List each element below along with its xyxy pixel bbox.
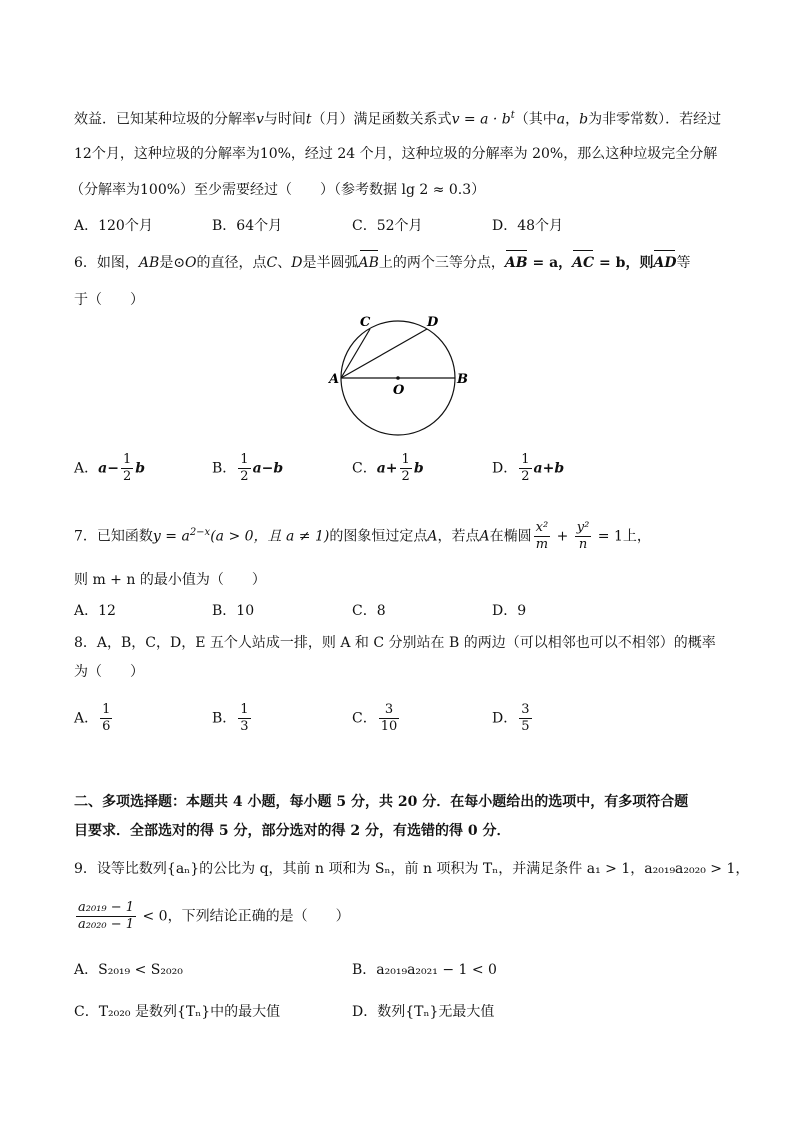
q5-option-b: B．64个月 — [212, 218, 283, 234]
option-label: A． — [74, 460, 99, 477]
option-expr: a−b — [252, 460, 284, 477]
q7-text: + — [552, 528, 573, 545]
section2-heading-line1: 二、多项选择题：本题共 4 小题，每小题 5 分，共 20 分．在每小题给出的选项中，有多项符合题 — [74, 794, 689, 810]
q6-var-d: D — [291, 255, 303, 271]
chord-ad — [341, 329, 427, 378]
q9-text: < 0，下列结论正确的是（ ） — [138, 908, 350, 925]
q6-option-d — [492, 452, 564, 485]
q5-var-b: b — [579, 111, 589, 128]
q5-line3: （分解率为100%）至少需要经过（ ）（参考数据 lg 2 ≈ 0.3） — [70, 182, 486, 198]
label-o: O — [393, 383, 405, 398]
option-label: C． — [352, 460, 377, 477]
frac-den: 2 — [240, 469, 249, 484]
option-expr: a+ — [376, 460, 398, 477]
q7-option-a: A．12 — [74, 603, 116, 619]
q6-option-b — [212, 452, 283, 485]
option-fraction — [519, 452, 531, 485]
q5-option-c: C．52个月 — [352, 218, 423, 234]
option-fraction — [519, 702, 531, 735]
frac-num: 3 — [521, 702, 530, 717]
q5-option-d: D．48个月 — [492, 218, 564, 234]
q9-option-c: C．T₂₀₂₀ 是数列{Tₙ}中的最大值 — [74, 1004, 281, 1020]
q6-text: = b，则 — [594, 255, 654, 271]
option-fraction — [238, 702, 250, 735]
frac-num: x² — [535, 520, 549, 535]
q7-text: 的图象恒过定点 — [329, 528, 428, 545]
q5-var-v: v — [256, 111, 264, 128]
q6-circle-figure — [326, 310, 470, 440]
q7-option-d: D．9 — [492, 603, 527, 619]
section2-heading-line2: 目要求．全部选对的得 5 分，部分选对的得 2 分，有选错的得 0 分． — [74, 823, 511, 839]
frac-den: a₂₀₂₀ − 1 — [78, 917, 135, 932]
q6-line2: 于（ ） — [74, 292, 144, 308]
q5-text: 与时间 — [263, 111, 306, 128]
option-fraction — [238, 452, 250, 485]
q6-text: 上的两个三等分点， — [378, 255, 505, 271]
q7-text: ，若点 — [437, 528, 480, 545]
q6-text: 等 — [676, 255, 691, 271]
frac-num: 1 — [240, 702, 249, 717]
q6-vector-ad: AD — [653, 255, 677, 271]
q7-ellipse-frac-y — [575, 520, 592, 553]
frac-den: 2 — [521, 469, 530, 484]
option-fraction — [400, 452, 412, 485]
frac-den: m — [535, 537, 549, 552]
frac-den: n — [578, 537, 588, 552]
label-c: C — [360, 315, 371, 330]
q7-ellipse-frac-x — [534, 520, 551, 553]
frac-num: 1 — [401, 452, 410, 467]
q5-option-a: A．120个月 — [74, 218, 153, 234]
q9-line1: 9．设等比数列{aₙ}的公比为 q，其前 n 项和为 Sₙ，前 n 项积为 Tₙ，并满足条件 a₁ > 1，a₂₀₁₉a₂₀₂₀ > 1， — [74, 861, 750, 877]
q6-line1 — [74, 253, 690, 273]
q6-text: 的直径，点 — [196, 255, 267, 271]
q8-line2: 为（ ） — [74, 664, 144, 680]
option-expr: a− — [98, 460, 119, 477]
q8-line1: 8．A，B，C，D，E 五个人站成一排，则 A 和 C 分别站在 B 的两边（可以相邻也可以不相邻）的概率 — [74, 635, 716, 651]
q9-option-a: A．S₂₀₁₉ < S₂₀₂₀ — [74, 962, 183, 978]
q9-fraction — [76, 900, 136, 933]
q9-option-d: D．数列{Tₙ}无最大值 — [352, 1004, 495, 1020]
label-a: A — [329, 372, 340, 387]
q8-option-c — [352, 702, 401, 735]
q5-line2: 12个月，这种垃圾的分解率为10%，经过 24 个月，这种垃圾的分解率为 20%，那么这种垃圾完全分解 — [74, 146, 718, 162]
q6-text: 是半圆弧 — [302, 255, 359, 271]
option-label: C． — [352, 710, 377, 727]
frac-den: 6 — [102, 719, 111, 734]
q7-point-a: A — [427, 528, 438, 545]
q6-vector-ab: AB — [504, 255, 528, 271]
q5-text: 效益．已知某种垃圾的分解率 — [74, 111, 256, 128]
q5-text: 为非零常数）．若经过 — [588, 111, 722, 128]
q7-condition: (a > 0，且 a ≠ 1) — [210, 528, 330, 545]
option-label: D． — [492, 460, 518, 477]
frac-den: 5 — [521, 719, 530, 734]
option-label: D． — [492, 710, 518, 727]
q5-text: （月）满足函数关系式 — [311, 111, 452, 128]
q7-option-c: C．8 — [352, 603, 386, 619]
frac-den: 10 — [380, 719, 398, 734]
q6-circle-symbol: ⊙O — [173, 255, 197, 271]
option-label: A． — [74, 710, 99, 727]
q5-var-t: t — [305, 111, 312, 128]
frac-num: 1 — [521, 452, 530, 467]
frac-num: y² — [576, 520, 590, 535]
q7-text: 7．已知函数 — [74, 528, 153, 545]
q7-point-a: A — [479, 528, 490, 545]
q5-line1 — [74, 106, 721, 130]
frac-num: 3 — [379, 702, 400, 719]
q6-arc-ab: AB — [358, 255, 379, 271]
q5-formula: v = a · b — [451, 111, 511, 128]
frac-den: 3 — [240, 719, 249, 734]
q7-line1 — [74, 520, 651, 553]
q7-line2: 则 m + n 的最小值为（ ） — [74, 572, 266, 588]
center-point — [396, 376, 400, 380]
option-label: B． — [212, 460, 237, 477]
option-fraction — [100, 702, 112, 735]
q5-formula-exp: t — [510, 110, 515, 121]
option-label: B． — [212, 710, 237, 727]
option-fraction — [121, 452, 133, 485]
q5-text: ， — [565, 111, 580, 128]
q7-text: = 1上， — [593, 528, 651, 545]
frac-num: a₂₀₁₉ − 1 — [78, 900, 135, 915]
q8-option-a — [74, 702, 114, 735]
q5-text: （其中 — [514, 111, 557, 128]
q6-option-a — [74, 452, 145, 485]
frac-den: 2 — [401, 469, 410, 484]
frac-num: 1 — [240, 452, 249, 467]
q8-option-b — [212, 702, 253, 735]
q6-text: = a， — [527, 255, 573, 271]
q9-option-b: B．a₂₀₁₉a₂₀₂₁ − 1 < 0 — [352, 962, 497, 978]
frac-num: 1 — [122, 452, 132, 467]
q6-var-ab: AB — [138, 255, 160, 271]
q6-vector-ac: AC — [572, 255, 595, 271]
q7-option-b: B．10 — [212, 603, 255, 619]
q6-option-c — [352, 452, 424, 485]
label-d: D — [427, 315, 439, 330]
q5-var-a: a — [556, 111, 566, 128]
q7-text: 在椭圆 — [489, 528, 532, 545]
q6-var-c: C — [266, 255, 278, 271]
frac-den: 2 — [122, 469, 132, 484]
option-expr: b — [413, 460, 424, 477]
q7-exponent: 2−x — [189, 526, 211, 538]
option-expr: a+b — [533, 460, 565, 477]
q9-line2 — [74, 900, 350, 933]
option-expr: b — [135, 460, 146, 477]
frac-num: 1 — [102, 702, 111, 717]
option-fraction — [379, 702, 400, 735]
q6-text: 6．如图， — [74, 255, 139, 271]
q8-option-d — [492, 702, 534, 735]
q6-text: 、 — [277, 255, 292, 271]
label-b: B — [457, 372, 468, 387]
q7-function: y = a — [152, 528, 190, 545]
q6-text: 是 — [159, 255, 174, 271]
chord-ac — [341, 329, 370, 378]
